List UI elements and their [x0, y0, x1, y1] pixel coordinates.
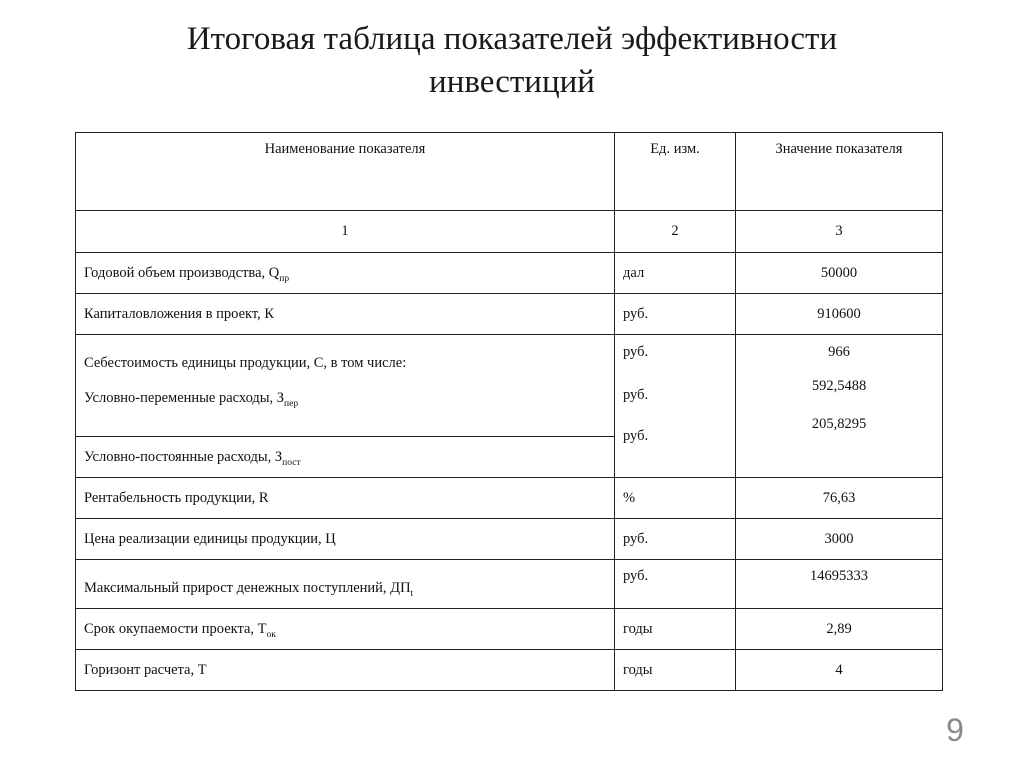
row-value: 910600 [736, 294, 943, 335]
header-name: Наименование показателя [76, 133, 615, 211]
slide-title-line-1: Итоговая таблица показателей эффективности [186, 21, 838, 57]
row-value: 14695333 [736, 560, 943, 609]
column-number-row [76, 211, 943, 253]
row-subscript: пр [279, 273, 290, 284]
row-name: Капиталовложения в проект, К [76, 294, 615, 335]
table-row [76, 294, 943, 335]
table-row [76, 650, 943, 691]
table-row [76, 519, 943, 560]
row-value: 50000 [736, 253, 943, 294]
row-unit: руб. [615, 519, 736, 560]
row-name-variable: Условно-переменные расходы, $З_{пер}$ [84, 390, 299, 409]
row-subscript: пер [284, 398, 299, 409]
column-number-1: 1 [76, 211, 615, 253]
table-header-row [76, 133, 943, 211]
row-unit-fixed: руб. [623, 428, 649, 444]
row-unit-cost: руб. [623, 344, 649, 360]
header-value: Значение показателя [736, 133, 943, 211]
row-value: 3000 [736, 519, 943, 560]
row-name: Срок окупаемости проекта, $Т_{ок}$ [76, 609, 615, 650]
row-unit-variable: руб. [623, 387, 649, 403]
row-subscript: ок [266, 629, 276, 640]
row-name: Годовой объем производства, $Q_{пр}$ [76, 253, 615, 294]
column-number-3: 3 [736, 211, 943, 253]
row-value: 4 [736, 650, 943, 691]
row-value-variable: 592,5488 [811, 378, 867, 394]
row-name: Максимальный прирост денежных поступлений, $ДП_t$ [76, 560, 615, 609]
row-value: 2,89 [736, 609, 943, 650]
row-value-cost: 966 [828, 344, 850, 360]
slide-title [0, 18, 1024, 104]
row-name: Цена реализации единицы продукции, Ц [76, 519, 615, 560]
row-name: Рентабельность продукции, R [76, 478, 615, 519]
table-row-cost [76, 335, 943, 437]
indicators-table [75, 132, 943, 691]
table-row [76, 560, 943, 609]
row-name: Горизонт расчета, Т [76, 650, 615, 691]
row-unit: руб. [615, 560, 736, 609]
row-unit-group [615, 335, 736, 478]
header-unit: Ед. изм. [615, 133, 736, 211]
row-name [76, 335, 615, 437]
page-number: 9 [946, 712, 964, 748]
row-name: Условно-постоянные расходы, $З_{пост}$ [76, 437, 615, 478]
row-name-cost: Себестоимость единицы продукции, С, в том числе: [84, 355, 407, 371]
row-value: 76,63 [736, 478, 943, 519]
slide-title-line-2: инвестиций [429, 64, 595, 100]
row-value-fixed: 205,8295 [811, 416, 867, 432]
row-subscript: t [410, 588, 414, 599]
row-unit: годы [615, 650, 736, 691]
column-number-2: 2 [615, 211, 736, 253]
table-row [76, 609, 943, 650]
table-row [76, 253, 943, 294]
row-unit: руб. [615, 294, 736, 335]
table-row [76, 478, 943, 519]
row-unit: дал [615, 253, 736, 294]
row-value-group [736, 335, 943, 478]
row-unit: % [615, 478, 736, 519]
row-unit: годы [615, 609, 736, 650]
row-subscript: пост [282, 457, 301, 468]
